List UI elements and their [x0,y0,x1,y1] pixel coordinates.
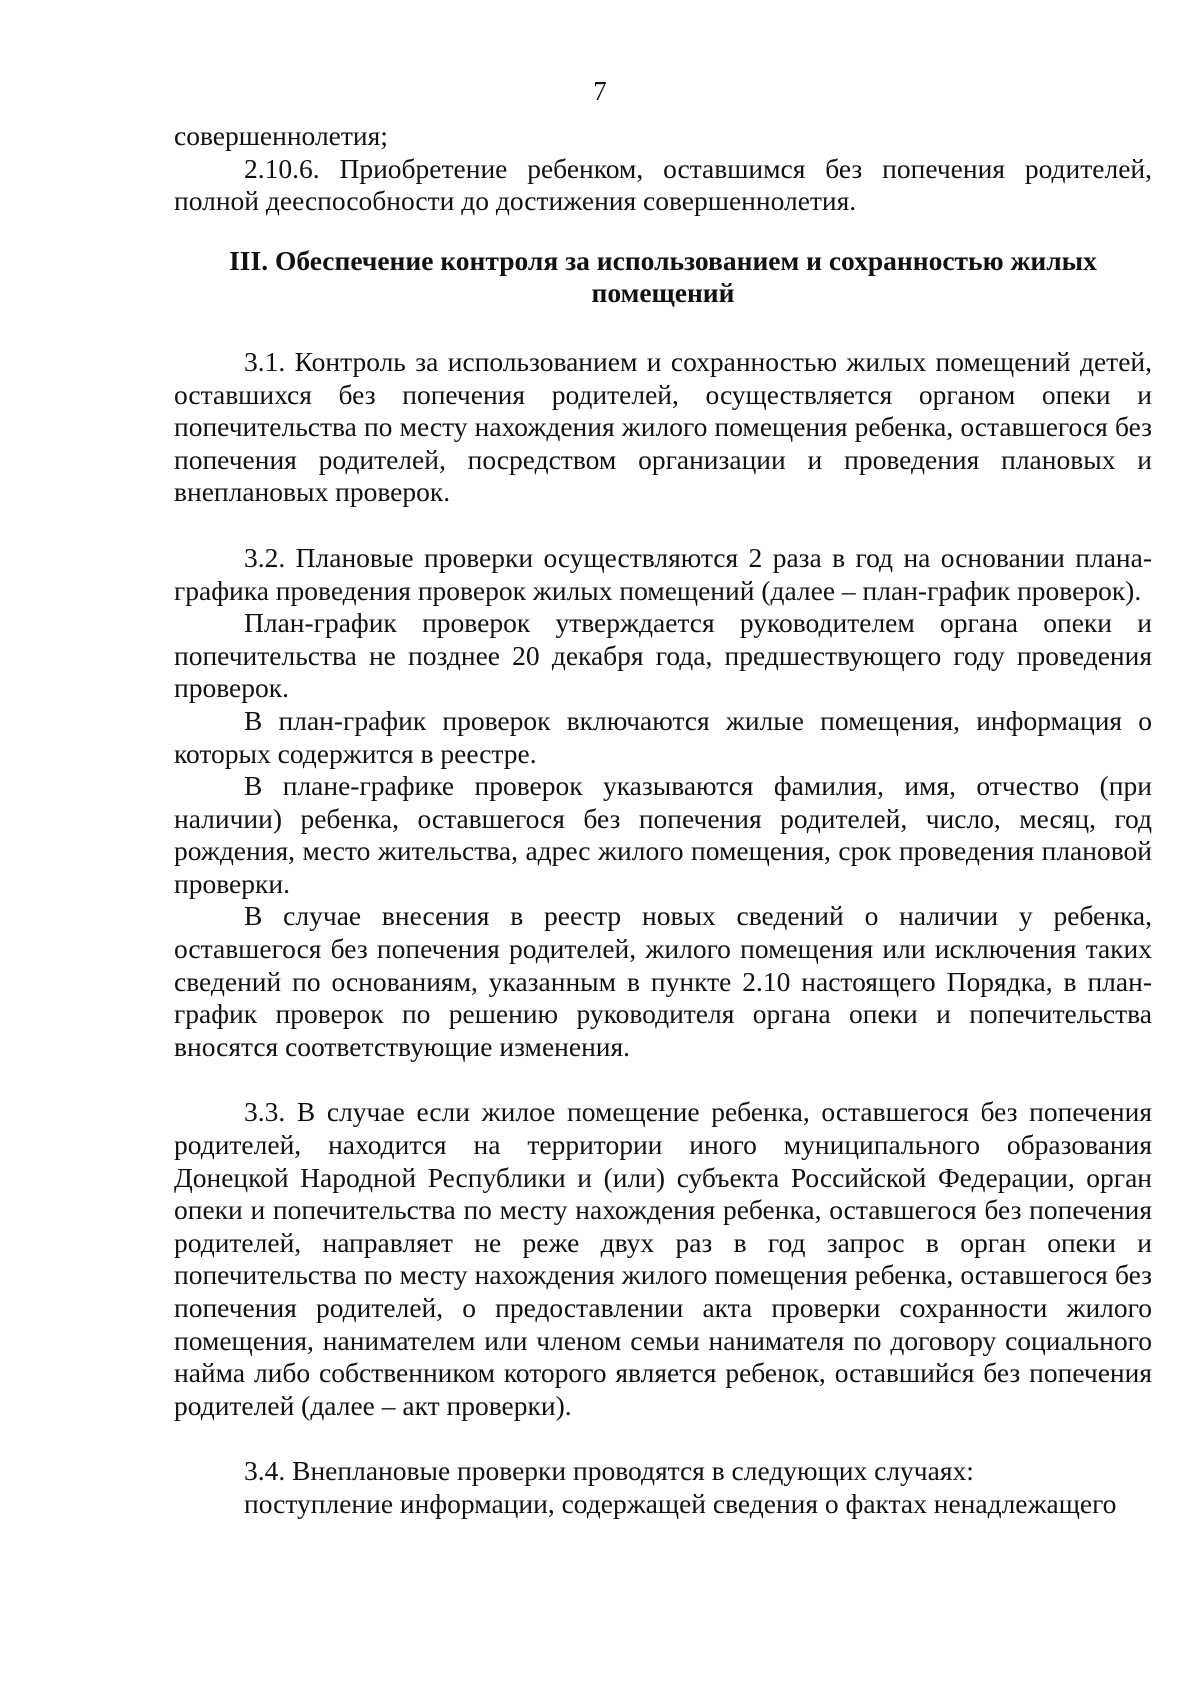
paragraph-3-2-plan-approval: План-график проверок утверждается руководителем органа опеки и попечительства не позднее 20 декабря года, предшествующего году проведения проверок. [174,607,1152,704]
section-heading-iii: III. Обеспечение контроля за использованием и сохранностью жилых помещений [229,244,1097,309]
paragraph-3-3: 3.3. В случае если жилое помещение ребенка, оставшегося без попечения родителей, находится на территории иного муниципального образования Донецкой Народной Республики и (или) субъекта Российской Федерации, орган опеки и попечительства по месту нахождения ребенка, оставшегося без попечения родителей, направляет не реже двух раз в год запрос в орган опеки и попечительства по месту нахождения жилого помещения ребенка, оставшегося без попечения родителей, о предоставлении акта проверки сохранности жилого помещения, нанимателем или членом семьи нанимателя по договору социального найма либо собственником которого является ребенок, оставшийся без попечения родителей (далее – акт проверки). [174,1096,1152,1421]
paragraph-3-2-plan-inclusion: В план-график проверок включаются жилые помещения, информация о которых содержится в реестре. [174,704,1152,769]
paragraph-3-4: 3.4. Внеплановые проверки проводятся в следующих случаях: [244,1455,974,1487]
paragraph-3-4-case-1: поступление информации, содержащей сведения о фактах ненадлежащего [244,1487,1117,1519]
paragraph-3-2-plan-changes: В случае внесения в реестр новых сведений о наличии у ребенка, оставшегося без попечения родителей, жилого помещения или исключения таких сведений по основаниям, указанным в пункте 2.10 настоящего Порядка, в план-график проверок по решению руководителя органа опеки и попечительства вносятся соответствующие изменения. [174,900,1152,1062]
document-body [174,120,1152,1521]
paragraph-3-2-plan-contents: В плане-графике проверок указываются фамилия, имя, отчество (при наличии) ребенка, оставшегося без попечения родителей, число, месяц, год рождения, место жительства, адрес жилого помещения, срок проведения плановой проверки. [174,770,1152,899]
page-number: 7 [593,76,607,106]
paragraph-3-2: 3.2. Плановые проверки осуществляются 2 раза в год на основании плана-графика проведения проверок жилых помещений (далее – план-график проверок). [174,541,1152,606]
paragraph-2-10-6: 2.10.6. Приобретение ребенком, оставшимся без попечения родителей, полной дееспособности до достижения совершеннолетия. [174,152,1152,217]
paragraph-continuation: совершеннолетия; [174,120,388,151]
paragraph-3-1: 3.1. Контроль за использованием и сохранностью жилых помещений детей, оставшихся без попечения родителей, осуществляется органом опеки и попечительства по месту нахождения жилого помещения ребенка, оставшегося без попечения родителей, посредством организации и проведения плановых и внеплановых проверок. [174,345,1152,508]
